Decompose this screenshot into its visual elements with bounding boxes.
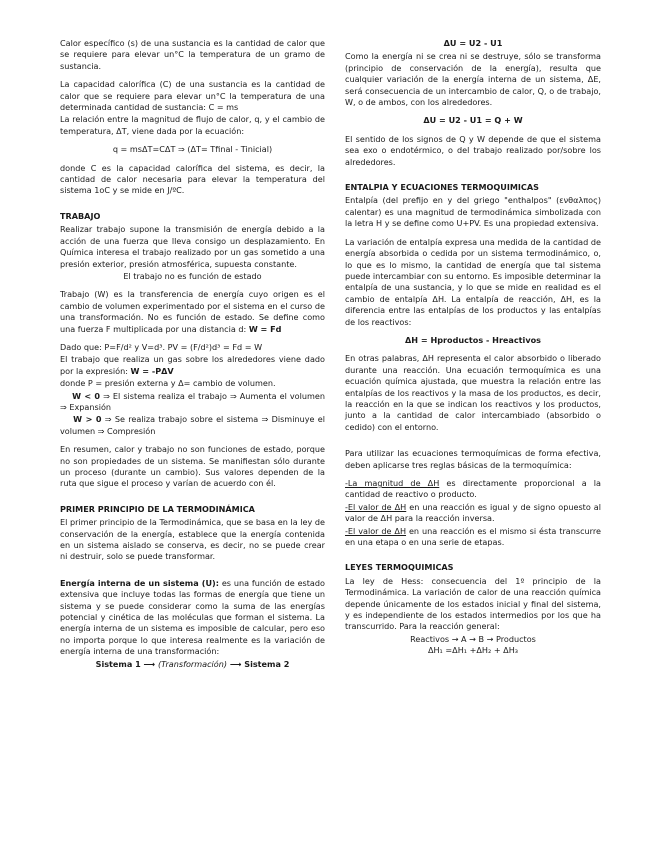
w-positive: W > 0 [73,414,102,425]
reaction-path-formula: Reactivos → A → B → Productos [410,633,536,644]
work-intro-paragraph: Realizar trabajo supone la transmisión de energía debido a la acción de una fuerza que lleva consigo un desplazamiento. En Química interesa el trabajo realizado por un gas sometido a una presión exterior, presión atmosférica, supuesta constante. [60,224,325,269]
compression-text: ⇒ Se realiza trabajo sobre el sistema ⇒ Disminuye el volumen ⇒ Compresión [60,414,325,436]
rules-intro: Para utilizar las ecuaciones termoquímicas de forma efectiva, deben aplicarse tres reglas básicas de la termoquímica: [345,448,601,470]
internal-energy-change-formula: ΔU = U2 - U1 [443,38,503,48]
section-heading-trabajo: TRABAJO [60,210,101,221]
rule-three-title: -El valor de ΔH [345,525,407,536]
signs-paragraph: El sentido de los signos de Q y W depende de que el sistema sea exo o endotérmico, o del trabajo realizado por/sobre los alrededores. [345,133,601,167]
rule-one [345,478,601,501]
system-one: Sistema 1 ⟶ [95,658,158,669]
work-definition-text: Trabajo (W) es la transferencia de energía cuyo origen es el cambio de volumen experimentado por el sistema en el curso de una transformación. No es función de estado. Se define como una fuerza F multiplicada por una distancia d: [60,289,325,334]
heat-formula: q = msΔT=CΔT ⇒ (ΔT= Tfinal - Tinicial) [112,144,273,155]
variables-definition: donde P = presión externa y Δ= cambio de volumen. [60,378,276,389]
rule-two-text: en una reacción es igual y de signo opuesto al valor de ΔH para la reacción inversa. [345,501,601,524]
work-formula: W = Fd [248,323,282,334]
gas-work-paragraph [60,354,325,377]
work-derivation: Dado que: P=F/d² y V=d³. PV = (F/d²)d³ = Fd = W [60,341,263,352]
right-column [345,38,601,664]
rule-one-title: -La magnitud de ΔH [345,478,440,488]
section-heading-leyes: LEYES TERMOQUIMICAS [345,562,454,573]
expansion-rule [60,391,325,414]
enthalpy-definition: Entalpía (del prefijo en y del griego "enthalpos" (ενθαλπος) calentar) es una magnitud de termodinámica simbolizada con la letra H y se define como U+PV. Es una propiedad extensiva. [345,195,601,229]
hess-sum-formula: ΔH₁ =ΔH₁ +ΔH₂ + ΔH₃ [427,645,519,656]
gas-work-text: El trabajo que realiza un gas sobre los alrededores viene dado por la expresión: [60,354,325,376]
enthalpy-variation-paragraph: La variación de entalpía expresa una medida de la cantidad de energía absorbida o cedida por un sistema termodinámico, o, lo que es lo mismo, la cantidad de energía que tal sistema puede intercambiar con su entorno. Es imposible determinar la entalpía de una sustancia, y lo que se mide en realidad es el cambio de entalpía ΔH. La entalpía de reacción, ΔH, es la diferencia entre las entalpías de los productos y las entalpías de los reactivos: [345,236,602,327]
hess-law-paragraph: La ley de Hess: consecuencia del 1º principio de la Termodinámica. La variación de calor de una reacción química depende únicamente de los estados inicial y final del sistema, y es independiente de los estados intermedios por los que ha transcurrido. Para la reacción general: [345,575,601,632]
internal-energy-term: Energía interna de un sistema (U): [60,577,219,588]
rule-two [345,502,601,525]
w-negative: W < 0 [72,390,101,401]
enthalpy-formula: ΔH = Hproductos - Hreactivos [405,334,541,345]
thermochemical-equation-paragraph: En otras palabras, ΔH representa el calor absorbido o liberado durante una reacción. Una ecuación termoquímica es una ecuación química ajustada, que muestra la relación entre las entalpías de los reactivos y la masa de los productos, es decir, la reacción en la que se indican los reactivos y los productos, junto a la cantidad de calor intercambiado (absorbido o cedido) con el entorno. [345,353,601,432]
summary-paragraph: En resumen, calor y trabajo no son funciones de estado, porque no son propiedades de un sistema. Se manifiestan sólo durante un proceso (durante un cambio). Sus valores dependen de la ruta que sigue el proceso y varían de acuerdo con él. [60,444,325,489]
section-heading-entalpia: ENTALPIA Y ECUACIONES TERMOQUIMICAS [345,182,539,193]
rule-one-text: es directamente proporcional a la cantidad de reactivo o producto. [345,478,601,500]
internal-energy-text: es una función de estado extensiva que incluye todas las formas de energía que tiene un sistema y se puede considerar como la suma de las energías potencial y cinética de las moléculas que forman el sistema. La energía interna de un sistema es imposible de calcular, pero eso no importa porque lo que interesa realmente es la variación de energía interna de una transformación: [60,577,325,657]
system-two: ⟶ Sistema 2 [227,658,290,669]
compression-rule [60,414,325,437]
work-definition-paragraph [60,289,325,335]
first-law-paragraph: El primer principio de la Termodinámica, que se basa en la ley de conservación de la energía, establece que la energía contenida en un sistema aislado se conserva, es decir, no se puede crear ni destruir, solo se puede transformar. [60,517,325,562]
specific-heat-paragraph: Calor específico (s) de una sustancia es la cantidad de calor que se requiere para elevar un°C la temperatura de un gramo de sustancia. [60,38,325,71]
rule-three-text: en una reacción es el mismo si ésta transcurre en una etapa o en una serie de etapas. [345,525,601,548]
rule-two-title: -El valor de ΔH [345,501,407,512]
energy-conservation-paragraph: Como la energía ni se crea ni se destruye, sólo se transforma (principio de conservación de la energía), resulta que cualquier variación de la energía interna de un sistema, ΔE, será consecuencia de un intercambio de calor, Q, o de trabajo, W, o de ambos, con los alrededores. [345,51,601,108]
expansion-text: ⇒ El sistema realiza el trabajo ⇒ Aumenta el volumen ⇒ Expansión [60,390,325,412]
gas-work-formula: W = -PΔV [130,365,174,376]
transformation-label: (Transformación) [157,658,228,669]
left-column [60,38,325,677]
section-heading-primer-principio: PRIMER PRINCIPIO DE LA TERMODINÁMICA [60,503,255,514]
internal-energy-paragraph [60,578,325,658]
heat-capacity-paragraph: La capacidad calorífica (C) de una sustancia es la cantidad de calor que se requiere para elevar un°C la temperatura de una determinada cantidad de sustancia: C = ms [60,79,325,113]
rule-three [345,526,601,549]
heat-flow-paragraph: La relación entre la magnitud de flujo de calor, q, y el cambio de temperatura, ΔT, viene dada por la ecuación: [60,114,325,136]
heat-capacity-definition: donde C es la capacidad calorífica del sistema, es decir, la cantidad de calor necesaria para elevar la temperatura del sistema 1oC y se mide en J/ºC. [60,162,325,196]
first-law-formula: ΔU = U2 - U1 = Q + W [423,115,523,126]
transformation-formula [60,659,325,670]
work-not-state-function: El trabajo no es función de estado [123,270,262,281]
